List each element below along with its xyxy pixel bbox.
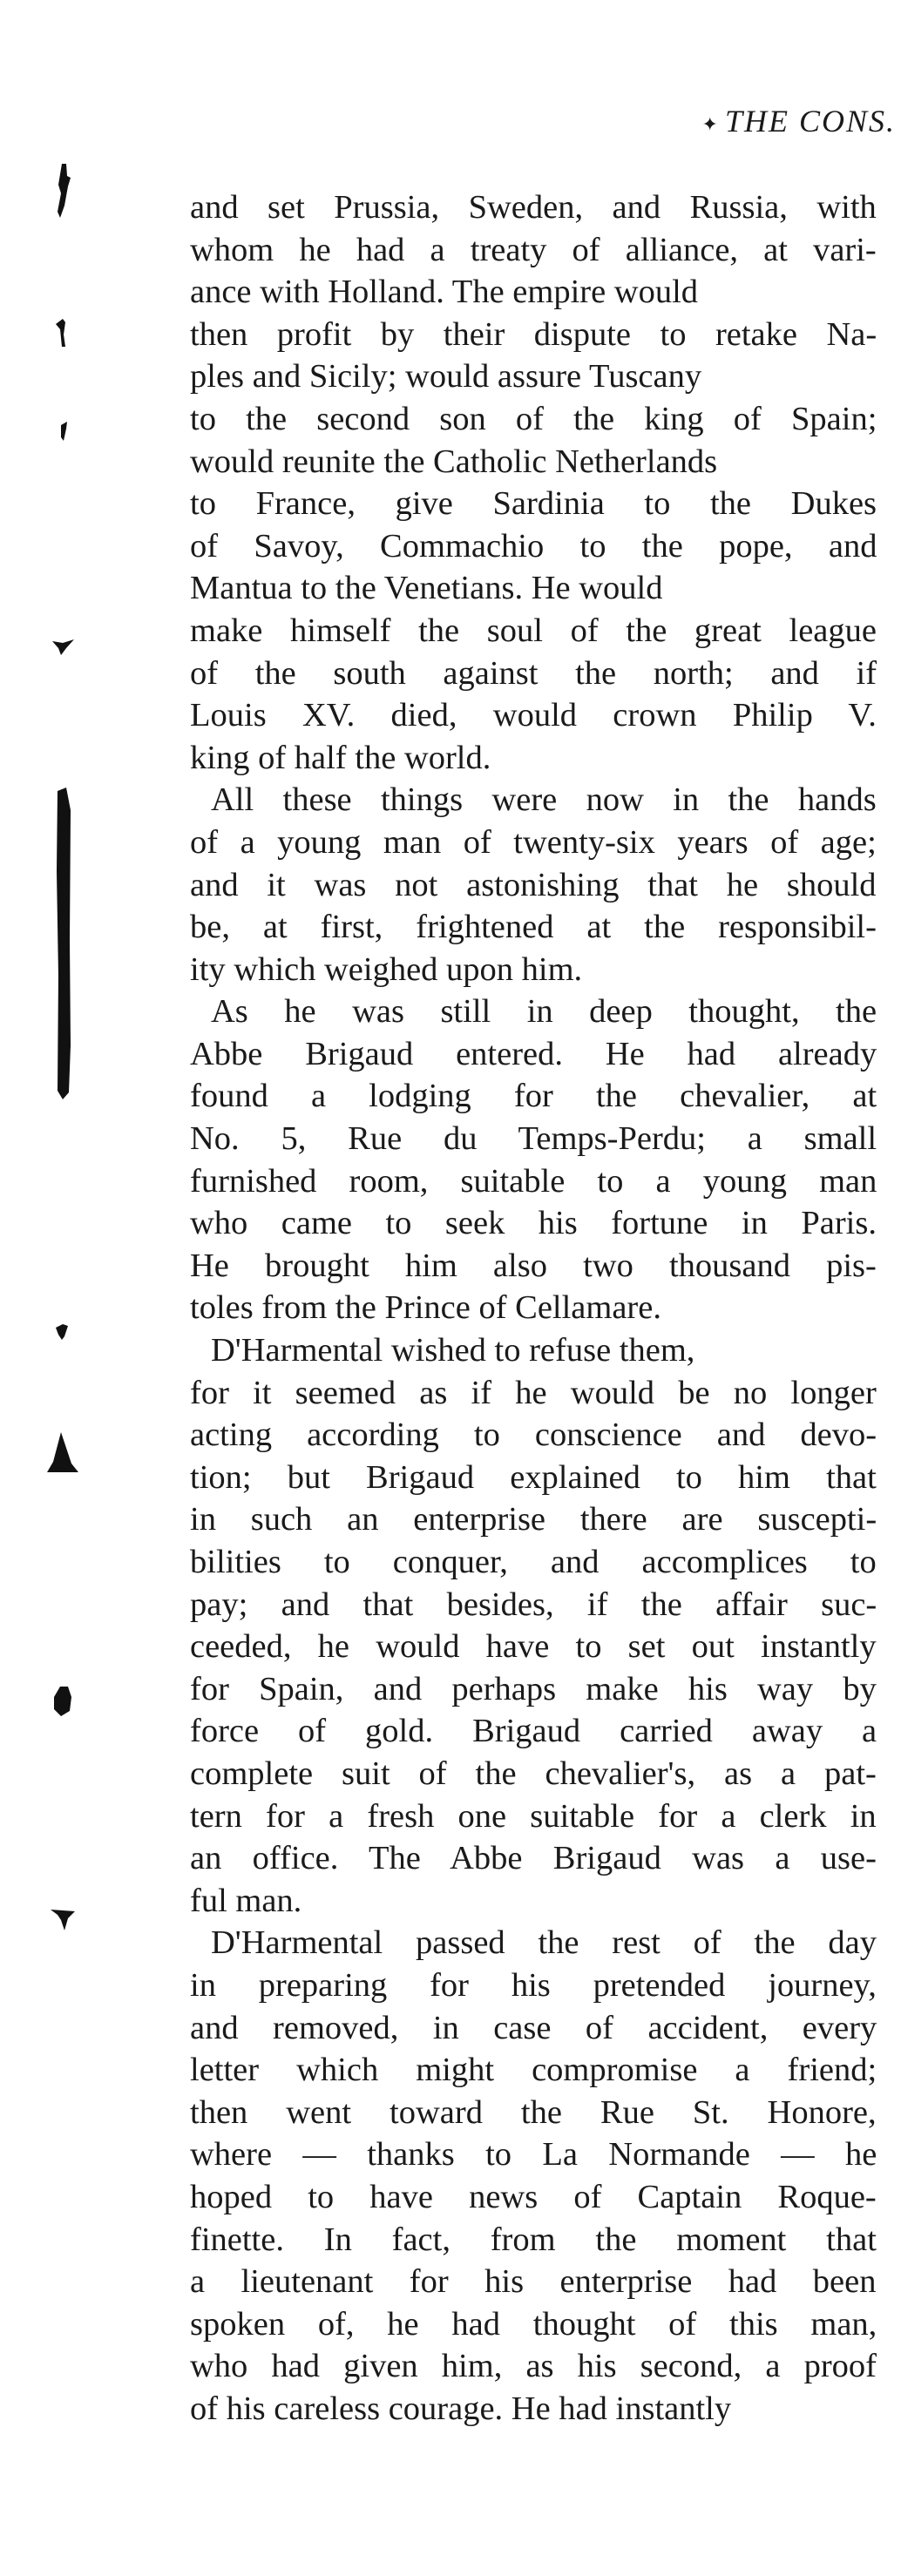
- text-line: ples and Sicily; would assure Tuscany: [190, 358, 702, 396]
- ink-mark-3: [61, 422, 67, 441]
- text-line: D'Harmental wished to refuse them,: [211, 1332, 695, 1369]
- text-line: force of gold. Brigaud carried away a: [190, 1713, 877, 1750]
- text-line: of Savoy, Commachio to the pope, and: [190, 527, 877, 565]
- running-head-text: THE CONS.: [724, 104, 896, 139]
- text-line: and removed, in case of accident, every: [190, 2009, 877, 2046]
- text-line: would reunite the Catholic Netherlands: [190, 443, 718, 480]
- text-line: Abbe Brigaud entered. He had already: [190, 1035, 877, 1072]
- text-line: of the south against the north; and if: [190, 654, 877, 692]
- text-line: D'Harmental passed the rest of the day: [211, 1924, 877, 1962]
- margin-ink-marks: [0, 0, 105, 2576]
- text-line: make himself the soul of the great league: [190, 612, 877, 649]
- text-line: to the second son of the king of Spain;: [190, 400, 877, 437]
- text-line: king of half the world.: [190, 739, 491, 776]
- text-line: tion; but Brigaud explained to him that: [190, 1458, 877, 1496]
- text-line: Louis XV. died, would crown Philip V.: [190, 697, 877, 734]
- fleuron-ornament-icon: ✦: [701, 112, 720, 135]
- text-line: All these things were now in the hands: [211, 781, 877, 819]
- text-line: spoken of, he had thought of this man,: [190, 2305, 877, 2343]
- ink-mark-8: [54, 1687, 71, 1716]
- text-line: who had given him, as his second, a proof: [190, 2348, 877, 2385]
- text-line: furnished room, suitable to a young man: [190, 1162, 877, 1200]
- text-line: of a young man of twenty-six years of age;: [190, 823, 877, 861]
- text-line: As he was still in deep thought, the: [211, 993, 877, 1031]
- text-line: pay; and that besides, if the affair suc-: [190, 1585, 877, 1623]
- ink-mark-1: [58, 164, 71, 218]
- ink-mark-9: [51, 1910, 75, 1930]
- running-header: [702, 103, 896, 139]
- text-line: ceeded, he would have to set out instantly: [190, 1628, 877, 1666]
- text-line: complete suit of the chevalier's, as a pat-: [190, 1755, 877, 1792]
- text-line: finette. In fact, from the moment that: [190, 2221, 877, 2258]
- text-line: ance with Holland. The empire would: [190, 274, 699, 311]
- ink-mark-2: [56, 319, 65, 347]
- text-line: bilities to conquer, and accomplices to: [190, 1544, 877, 1580]
- text-line: in preparing for his pretended journey,: [190, 1966, 877, 2004]
- paragraph: [190, 186, 877, 779]
- text-line: an office. The Abbe Brigaud was a use-: [190, 1840, 877, 1877]
- text-line: Mantua to the Venetians. He would: [190, 570, 663, 607]
- text-line: and it was not astonishing that he should: [190, 866, 877, 903]
- text-line: for it seemed as if he would be no longer: [190, 1374, 877, 1411]
- text-line: be, at first, frightened at the responsibil-: [190, 909, 877, 946]
- text-line: then profit by their dispute to retake Na-: [190, 315, 877, 353]
- text-line: toles from the Prince of Cellamare.: [190, 1289, 661, 1327]
- text-line: for Spain, and perhaps make his way by: [190, 1670, 877, 1707]
- text-line: then went toward the Rue St. Honore,: [190, 2093, 877, 2131]
- text-line: to France, give Sardinia to the Dukes: [190, 485, 877, 523]
- paragraph: [190, 1329, 877, 1922]
- paragraph: [190, 1922, 877, 2430]
- body-text: [190, 186, 877, 2430]
- text-line: acting according to conscience and devo-: [190, 1416, 877, 1454]
- text-line: letter which might compromise a friend;: [190, 2052, 877, 2089]
- ink-mark-6: [56, 1324, 68, 1340]
- paragraph: [190, 779, 877, 991]
- text-line: who came to seek his fortune in Paris.: [190, 1205, 877, 1242]
- ink-mark-5-long-bar: [57, 788, 71, 1099]
- text-line: where — thanks to La Normande — he: [190, 2136, 877, 2174]
- text-line: hoped to have news of Captain Roque-: [190, 2178, 877, 2215]
- text-line: He brought him also two thousand pis-: [190, 1247, 877, 1284]
- text-line: a lieutenant for his enterprise had been: [190, 2263, 877, 2301]
- text-line: found a lodging for the chevalier, at: [190, 1078, 877, 1115]
- text-line: of his careless courage. He had instantly: [190, 2390, 732, 2427]
- text-line: ity which weighed upon him.: [190, 950, 583, 988]
- text-line: ful man.: [190, 1882, 302, 1919]
- ink-mark-4: [52, 639, 74, 655]
- text-line: No. 5, Rue du Temps-Perdu; a small: [190, 1120, 877, 1158]
- text-line: and set Prussia, Sweden, and Russia, with: [190, 189, 877, 226]
- text-line: tern for a fresh one suitable for a clerk in: [190, 1797, 877, 1835]
- text-line: whom he had a treaty of alliance, at vari-: [190, 231, 877, 268]
- text-line: in such an enterprise there are suscepti-: [190, 1501, 877, 1538]
- paragraph: [190, 991, 877, 1329]
- ink-mark-7-triangle: [47, 1432, 78, 1472]
